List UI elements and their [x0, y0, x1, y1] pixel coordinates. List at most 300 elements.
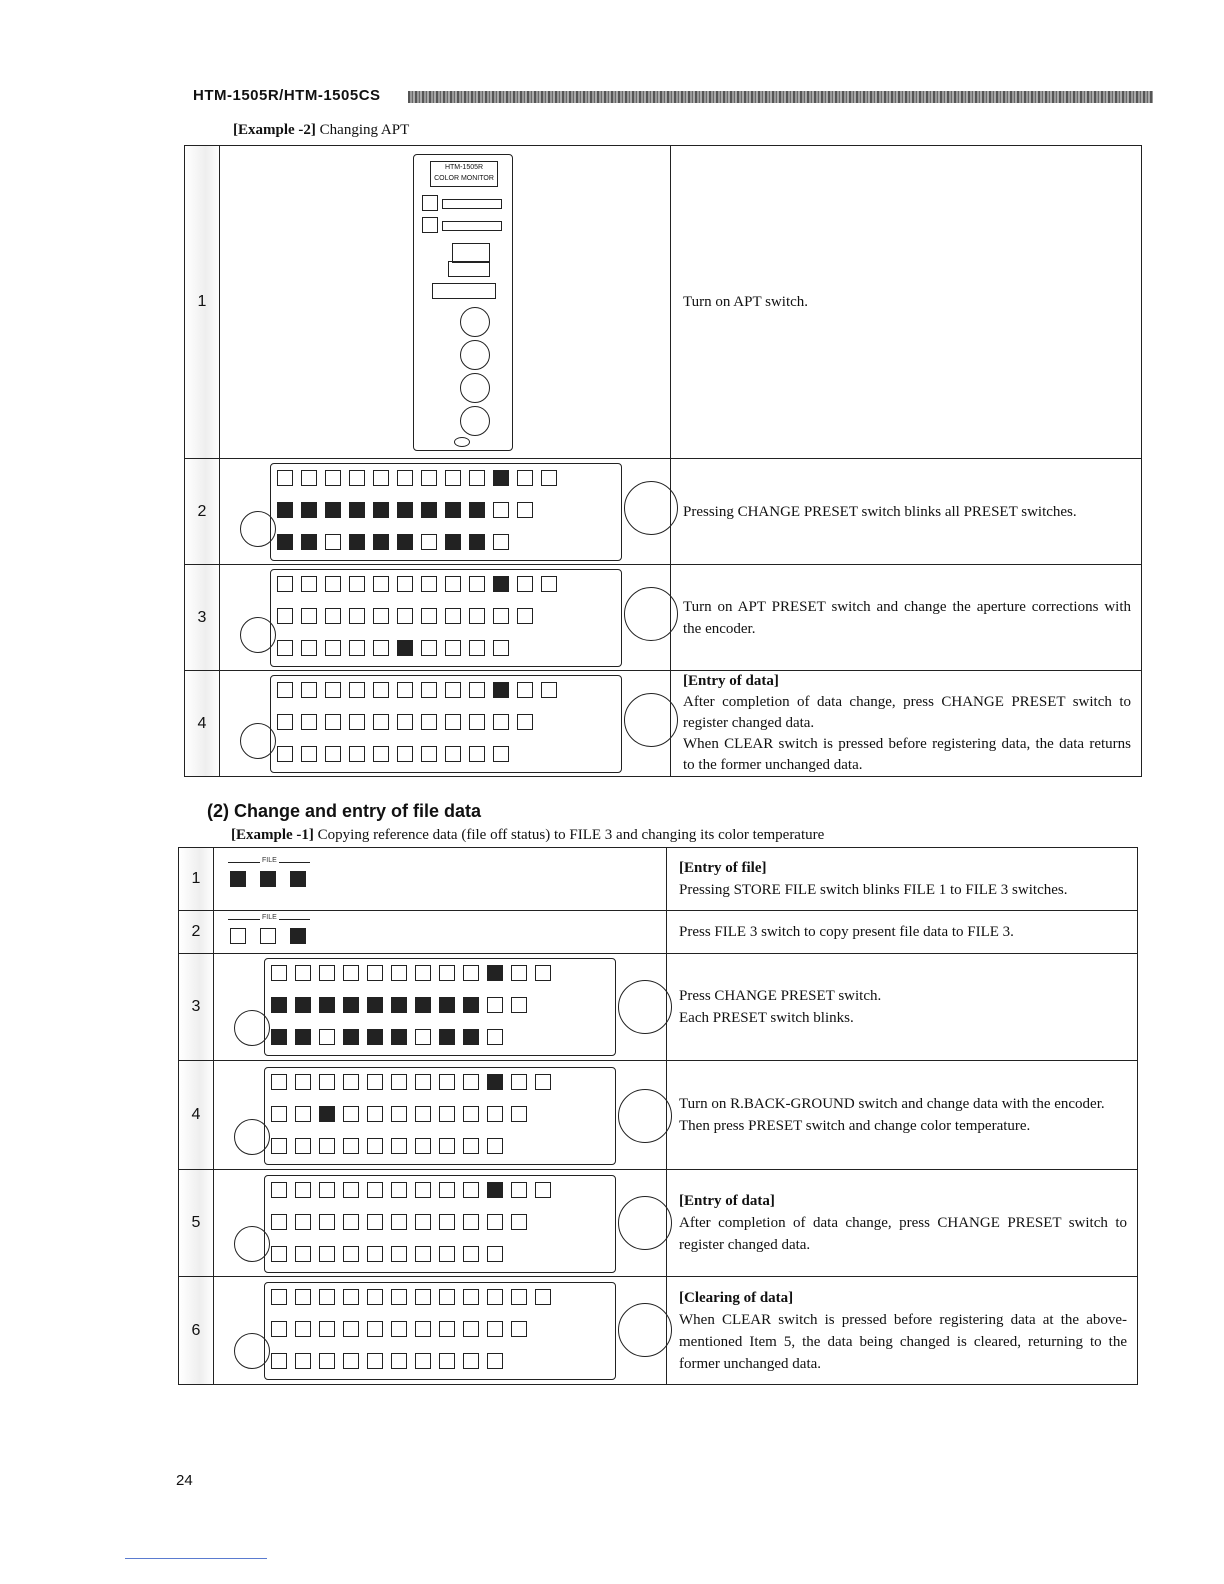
switch[interactable]	[301, 746, 317, 762]
switch[interactable]	[541, 576, 557, 592]
switch[interactable]	[463, 1106, 479, 1122]
apt-switch[interactable]	[452, 243, 490, 263]
lit-switch[interactable]	[290, 871, 306, 887]
step-line: Turn on APT PRESET switch and change the aperture corrections with the encoder.	[683, 598, 1131, 637]
switch[interactable]	[415, 1246, 431, 1262]
lit-switch[interactable]	[349, 534, 365, 550]
switch[interactable]	[373, 682, 389, 698]
switch[interactable]	[421, 470, 437, 486]
switch[interactable]	[325, 534, 341, 550]
switch[interactable]	[463, 1353, 479, 1369]
switch[interactable]	[391, 1106, 407, 1122]
lit-switch[interactable]	[295, 997, 311, 1013]
switch[interactable]	[319, 1246, 335, 1262]
lit-switch[interactable]	[271, 1029, 287, 1045]
right-encoder-icon[interactable]	[624, 481, 678, 535]
lit-switch[interactable]	[277, 534, 293, 550]
switch[interactable]	[421, 608, 437, 624]
switch[interactable]	[493, 746, 509, 762]
example2-title: Changing APT	[319, 122, 410, 138]
switch[interactable]	[391, 1246, 407, 1262]
switch[interactable]	[439, 965, 455, 981]
step-line: Pressing CHANGE PRESET switch blinks all PRESET switches.	[683, 503, 1077, 520]
switch[interactable]	[445, 682, 461, 698]
switch[interactable]	[487, 997, 503, 1013]
switch[interactable]	[415, 1138, 431, 1154]
panel-switch[interactable]	[422, 217, 438, 233]
switch[interactable]	[517, 714, 533, 730]
lit-switch[interactable]	[439, 997, 455, 1013]
switch[interactable]	[415, 1106, 431, 1122]
switch[interactable]	[391, 1214, 407, 1230]
lit-switch[interactable]	[397, 502, 413, 518]
switch[interactable]	[230, 928, 246, 944]
lit-switch[interactable]	[290, 928, 306, 944]
switch[interactable]	[487, 1321, 503, 1337]
switch[interactable]	[439, 1246, 455, 1262]
switch[interactable]	[511, 1182, 527, 1198]
encoder-knob[interactable]	[460, 373, 490, 403]
switch[interactable]	[325, 470, 341, 486]
switch[interactable]	[319, 1074, 335, 1090]
switch[interactable]	[391, 1074, 407, 1090]
switch[interactable]	[511, 1214, 527, 1230]
switch[interactable]	[295, 965, 311, 981]
switch[interactable]	[511, 1289, 527, 1305]
lit-switch[interactable]	[487, 965, 503, 981]
switch[interactable]	[271, 1321, 287, 1337]
switch[interactable]	[295, 1214, 311, 1230]
switch[interactable]	[469, 714, 485, 730]
switch[interactable]	[295, 1074, 311, 1090]
right-encoder-icon[interactable]	[618, 1196, 672, 1250]
switch[interactable]	[373, 576, 389, 592]
lit-switch[interactable]	[445, 534, 461, 550]
lit-switch[interactable]	[319, 1106, 335, 1122]
switch[interactable]	[469, 608, 485, 624]
lit-switch[interactable]	[319, 997, 335, 1013]
switch[interactable]	[349, 470, 365, 486]
lit-switch[interactable]	[463, 1029, 479, 1045]
switch[interactable]	[349, 640, 365, 656]
switch[interactable]	[391, 965, 407, 981]
left-encoder-icon[interactable]	[240, 617, 276, 653]
switch[interactable]	[367, 1321, 383, 1337]
switch[interactable]	[415, 1289, 431, 1305]
lit-switch[interactable]	[391, 997, 407, 1013]
switch[interactable]	[277, 640, 293, 656]
switch[interactable]	[469, 640, 485, 656]
switch[interactable]	[373, 714, 389, 730]
step-line: Then press PRESET switch and change color temperature.	[679, 1118, 1031, 1134]
switch[interactable]	[487, 1138, 503, 1154]
switch[interactable]	[325, 640, 341, 656]
switch[interactable]	[367, 1214, 383, 1230]
switch[interactable]	[463, 1246, 479, 1262]
switch[interactable]	[301, 576, 317, 592]
switch[interactable]	[487, 1106, 503, 1122]
switch[interactable]	[511, 965, 527, 981]
switch[interactable]	[463, 1138, 479, 1154]
encoder-knob[interactable]	[460, 340, 490, 370]
switch[interactable]	[295, 1321, 311, 1337]
encoder-knob[interactable]	[460, 406, 490, 436]
switch[interactable]	[295, 1246, 311, 1262]
step-line: When CLEAR switch is pressed before registering data at the above-mentioned Item 5, the data being changed is cleared, returning to the former unchanged data.	[679, 1311, 1127, 1372]
switch[interactable]	[415, 965, 431, 981]
step-figure	[214, 1277, 667, 1385]
step-figure	[214, 911, 667, 954]
switch[interactable]	[367, 1182, 383, 1198]
switch[interactable]	[271, 965, 287, 981]
switch[interactable]	[367, 1074, 383, 1090]
switch[interactable]	[391, 1321, 407, 1337]
lit-switch[interactable]	[349, 502, 365, 518]
lit-switch[interactable]	[343, 1029, 359, 1045]
switch[interactable]	[535, 1074, 551, 1090]
switch[interactable]	[367, 1353, 383, 1369]
lit-switch[interactable]	[301, 534, 317, 550]
example1-title: Copying reference data (file off status) to FILE 3 and changing its color temperature	[317, 827, 825, 843]
step-number: 4	[185, 671, 220, 777]
lit-switch[interactable]	[301, 502, 317, 518]
switch[interactable]	[463, 1289, 479, 1305]
switch[interactable]	[391, 1353, 407, 1369]
right-encoder-icon[interactable]	[624, 587, 678, 641]
switch[interactable]	[271, 1074, 287, 1090]
switch[interactable]	[397, 470, 413, 486]
example1-label: [Example -1]	[231, 827, 314, 843]
lit-switch[interactable]	[277, 502, 293, 518]
switch[interactable]	[271, 1246, 287, 1262]
switch[interactable]	[463, 1074, 479, 1090]
switch[interactable]	[517, 608, 533, 624]
switch[interactable]	[391, 1138, 407, 1154]
lit-switch[interactable]	[295, 1029, 311, 1045]
switch[interactable]	[277, 470, 293, 486]
switch[interactable]	[373, 640, 389, 656]
page-header	[193, 86, 1153, 108]
left-encoder-icon[interactable]	[234, 1010, 270, 1046]
button-row	[271, 1106, 527, 1122]
lit-switch[interactable]	[493, 470, 509, 486]
switch[interactable]	[421, 640, 437, 656]
switch[interactable]	[295, 1182, 311, 1198]
switch[interactable]	[463, 1182, 479, 1198]
switch[interactable]	[487, 1246, 503, 1262]
switch[interactable]	[325, 576, 341, 592]
switch[interactable]	[295, 1289, 311, 1305]
switch[interactable]	[277, 682, 293, 698]
switch[interactable]	[469, 746, 485, 762]
switch[interactable]	[415, 1182, 431, 1198]
file-label: FILE	[262, 857, 277, 864]
lit-switch[interactable]	[469, 502, 485, 518]
switch[interactable]	[343, 1106, 359, 1122]
lit-switch[interactable]	[421, 502, 437, 518]
switch[interactable]	[487, 1289, 503, 1305]
switch[interactable]	[445, 470, 461, 486]
step-number: 2	[179, 911, 214, 954]
table-row	[179, 1061, 1138, 1170]
encoder-knob[interactable]	[460, 307, 490, 337]
switch[interactable]	[349, 682, 365, 698]
switch[interactable]	[439, 1074, 455, 1090]
switch[interactable]	[535, 965, 551, 981]
switch[interactable]	[445, 746, 461, 762]
switch[interactable]	[367, 1138, 383, 1154]
button-row	[277, 746, 509, 762]
switch[interactable]	[397, 746, 413, 762]
switch[interactable]	[421, 534, 437, 550]
step-number: 1	[185, 146, 220, 459]
switch[interactable]	[343, 1353, 359, 1369]
switch[interactable]	[349, 714, 365, 730]
power-icon[interactable]	[454, 437, 470, 447]
switch[interactable]	[367, 1289, 383, 1305]
switch[interactable]	[349, 576, 365, 592]
switch[interactable]	[415, 1029, 431, 1045]
switch[interactable]	[493, 502, 509, 518]
switch[interactable]	[391, 1289, 407, 1305]
switch[interactable]	[349, 608, 365, 624]
switch[interactable]	[541, 682, 557, 698]
switch[interactable]	[445, 608, 461, 624]
table-row	[179, 911, 1138, 954]
switch[interactable]	[343, 1321, 359, 1337]
switch[interactable]	[541, 470, 557, 486]
lit-switch[interactable]	[415, 997, 431, 1013]
lit-switch[interactable]	[487, 1182, 503, 1198]
step-number: 1	[179, 848, 214, 911]
switch[interactable]	[373, 608, 389, 624]
switch[interactable]	[295, 1106, 311, 1122]
lit-switch[interactable]	[493, 576, 509, 592]
switch[interactable]	[397, 608, 413, 624]
switch[interactable]	[319, 1182, 335, 1198]
lit-switch[interactable]	[367, 1029, 383, 1045]
table-row	[179, 1170, 1138, 1277]
switch[interactable]	[277, 608, 293, 624]
right-encoder-icon[interactable]	[624, 693, 678, 747]
panel-switch-group[interactable]	[432, 283, 496, 299]
switch[interactable]	[343, 1289, 359, 1305]
switch[interactable]	[325, 682, 341, 698]
switch[interactable]	[469, 682, 485, 698]
lit-switch[interactable]	[367, 997, 383, 1013]
step-figure	[220, 146, 671, 459]
left-encoder-icon[interactable]	[234, 1226, 270, 1262]
switch[interactable]	[349, 746, 365, 762]
switch[interactable]	[493, 640, 509, 656]
switch[interactable]	[439, 1138, 455, 1154]
switch[interactable]	[301, 714, 317, 730]
switch[interactable]	[325, 714, 341, 730]
switch[interactable]	[295, 1138, 311, 1154]
switch[interactable]	[421, 576, 437, 592]
switch[interactable]	[343, 1214, 359, 1230]
right-encoder-icon[interactable]	[618, 1303, 672, 1357]
left-encoder-icon[interactable]	[234, 1333, 270, 1369]
switch[interactable]	[469, 576, 485, 592]
lit-switch[interactable]	[463, 997, 479, 1013]
step-number: 3	[179, 954, 214, 1061]
switch[interactable]	[271, 1289, 287, 1305]
switch[interactable]	[421, 746, 437, 762]
switch[interactable]	[271, 1182, 287, 1198]
switch[interactable]	[367, 1106, 383, 1122]
lit-switch[interactable]	[325, 502, 341, 518]
switch[interactable]	[493, 534, 509, 550]
button-row	[277, 534, 509, 550]
lit-switch[interactable]	[343, 997, 359, 1013]
step-heading: [Clearing of data]	[679, 1289, 794, 1306]
switch[interactable]	[487, 1214, 503, 1230]
example1-caption	[231, 826, 824, 844]
switch[interactable]	[391, 1182, 407, 1198]
switch[interactable]	[343, 965, 359, 981]
switch[interactable]	[373, 470, 389, 486]
switch[interactable]	[397, 714, 413, 730]
panel-switch[interactable]	[422, 195, 438, 211]
switch[interactable]	[463, 1321, 479, 1337]
switch[interactable]	[511, 1106, 527, 1122]
switch[interactable]	[445, 714, 461, 730]
switch[interactable]	[415, 1214, 431, 1230]
switch[interactable]	[439, 1289, 455, 1305]
switch[interactable]	[271, 1106, 287, 1122]
brand-subtitle: COLOR MONITOR	[434, 175, 494, 182]
switch[interactable]	[325, 746, 341, 762]
switch[interactable]	[445, 576, 461, 592]
step-text	[671, 671, 1142, 777]
switch[interactable]	[301, 682, 317, 698]
switch[interactable]	[463, 1214, 479, 1230]
lit-switch[interactable]	[397, 640, 413, 656]
switch[interactable]	[367, 1246, 383, 1262]
lit-switch[interactable]	[373, 502, 389, 518]
switch[interactable]	[535, 1182, 551, 1198]
switch[interactable]	[343, 1074, 359, 1090]
switch[interactable]	[415, 1074, 431, 1090]
switch[interactable]	[511, 1321, 527, 1337]
switch[interactable]	[421, 714, 437, 730]
step-figure	[220, 565, 671, 671]
panel-switch[interactable]	[448, 261, 490, 277]
switch[interactable]	[493, 608, 509, 624]
lit-switch[interactable]	[260, 871, 276, 887]
lit-switch[interactable]	[439, 1029, 455, 1045]
switch[interactable]	[439, 1214, 455, 1230]
lit-switch[interactable]	[487, 1074, 503, 1090]
switch[interactable]	[517, 470, 533, 486]
switch[interactable]	[367, 965, 383, 981]
switch[interactable]	[517, 682, 533, 698]
switch[interactable]	[319, 1353, 335, 1369]
right-encoder-icon[interactable]	[618, 980, 672, 1034]
switch[interactable]	[319, 965, 335, 981]
switch[interactable]	[325, 608, 341, 624]
switch[interactable]	[517, 502, 533, 518]
switch[interactable]	[319, 1321, 335, 1337]
button-row	[271, 1289, 551, 1305]
button-row	[271, 965, 551, 981]
switch[interactable]	[373, 746, 389, 762]
switch[interactable]	[469, 470, 485, 486]
switch[interactable]	[415, 1353, 431, 1369]
switch[interactable]	[319, 1289, 335, 1305]
lit-switch[interactable]	[445, 502, 461, 518]
lit-switch[interactable]	[373, 534, 389, 550]
switch[interactable]	[271, 1214, 287, 1230]
switch[interactable]	[517, 576, 533, 592]
switch[interactable]	[319, 1214, 335, 1230]
switch[interactable]	[295, 1353, 311, 1369]
file-group	[228, 914, 310, 948]
switch[interactable]	[439, 1106, 455, 1122]
lit-switch[interactable]	[469, 534, 485, 550]
button-row	[277, 682, 557, 698]
switch[interactable]	[415, 1321, 431, 1337]
switch[interactable]	[445, 640, 461, 656]
switch[interactable]	[319, 1029, 335, 1045]
left-encoder-icon[interactable]	[240, 511, 276, 547]
switch[interactable]	[343, 1246, 359, 1262]
switch[interactable]	[271, 1138, 287, 1154]
switch[interactable]	[535, 1289, 551, 1305]
switch[interactable]	[277, 746, 293, 762]
lit-switch[interactable]	[391, 1029, 407, 1045]
step-number: 3	[185, 565, 220, 671]
switch[interactable]	[260, 928, 276, 944]
control-panel	[264, 1282, 616, 1380]
left-encoder-icon[interactable]	[240, 723, 276, 759]
switch[interactable]	[487, 1029, 503, 1045]
switch[interactable]	[421, 682, 437, 698]
switch[interactable]	[511, 1074, 527, 1090]
switch[interactable]	[277, 576, 293, 592]
switch[interactable]	[343, 1138, 359, 1154]
lit-switch[interactable]	[493, 682, 509, 698]
lit-switch[interactable]	[230, 871, 246, 887]
switch[interactable]	[463, 965, 479, 981]
switch[interactable]	[487, 1353, 503, 1369]
switch[interactable]	[439, 1321, 455, 1337]
switch[interactable]	[397, 682, 413, 698]
switch[interactable]	[439, 1182, 455, 1198]
switch[interactable]	[493, 714, 509, 730]
button-row	[271, 1029, 503, 1045]
lit-switch[interactable]	[271, 997, 287, 1013]
table-row	[185, 671, 1142, 777]
control-panel	[270, 675, 622, 773]
switch[interactable]	[277, 714, 293, 730]
switch[interactable]	[301, 640, 317, 656]
switch[interactable]	[397, 576, 413, 592]
switch[interactable]	[301, 608, 317, 624]
switch[interactable]	[343, 1182, 359, 1198]
right-encoder-icon[interactable]	[618, 1089, 672, 1143]
switch[interactable]	[319, 1138, 335, 1154]
lit-switch[interactable]	[397, 534, 413, 550]
control-panel	[264, 958, 616, 1056]
switch[interactable]	[271, 1353, 287, 1369]
switch[interactable]	[439, 1353, 455, 1369]
left-encoder-icon[interactable]	[234, 1119, 270, 1155]
brand-name: HTM-1505R	[444, 164, 484, 171]
switch[interactable]	[301, 470, 317, 486]
switch[interactable]	[511, 997, 527, 1013]
